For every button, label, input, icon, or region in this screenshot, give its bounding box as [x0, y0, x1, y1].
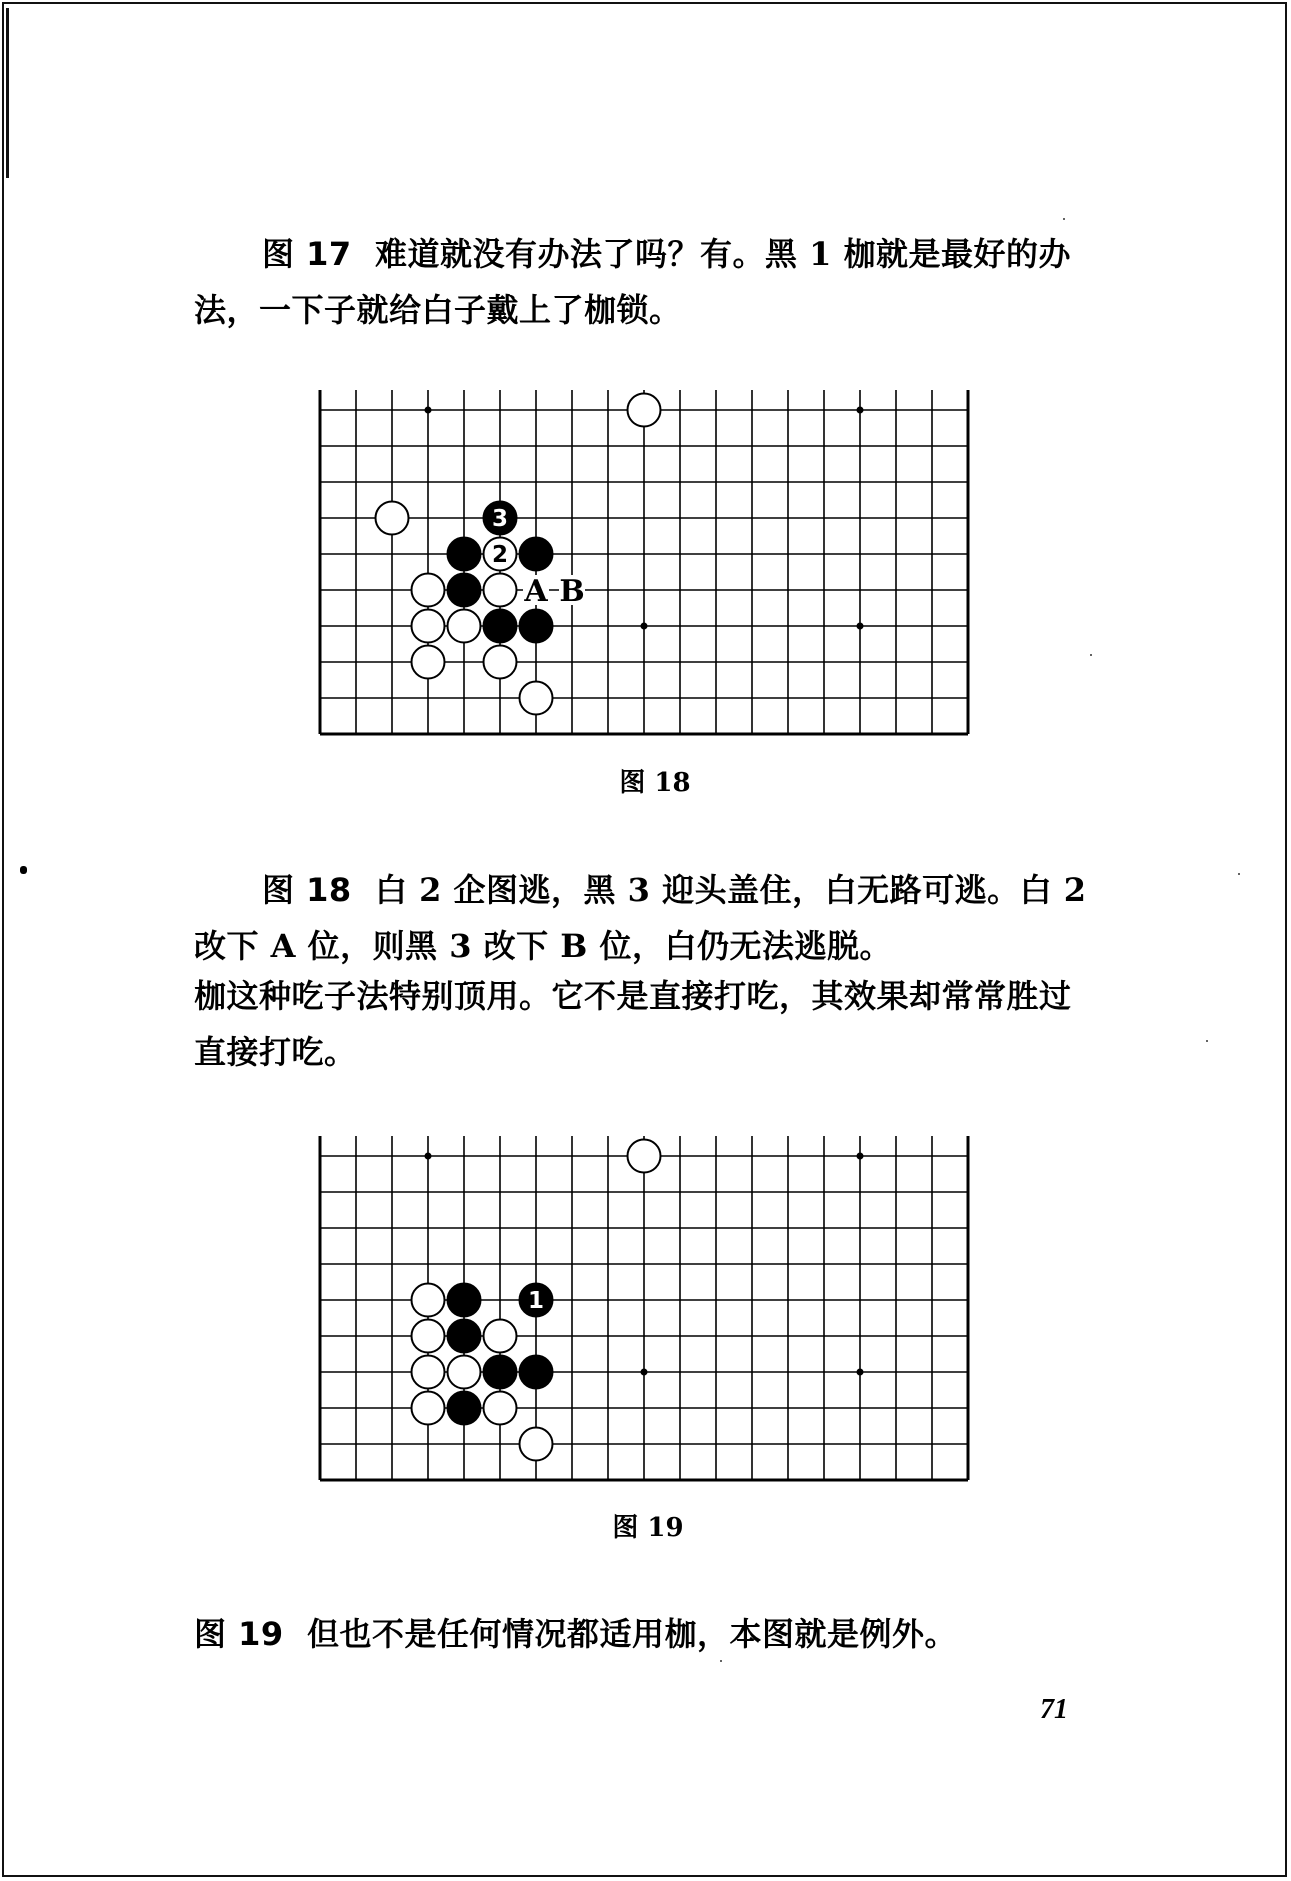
go-board-diagram-18 — [312, 388, 978, 738]
paragraph-text: 但也不是任何情况都适用枷，本图就是例外。 — [306, 1615, 957, 1653]
white-stone-disc — [412, 646, 445, 679]
black-stone — [484, 1356, 517, 1389]
go-board-diagram-19 — [312, 1134, 978, 1484]
star-point — [857, 623, 864, 630]
black-stone — [448, 1392, 481, 1425]
white-stone-disc — [628, 1140, 661, 1173]
white-stone — [484, 538, 517, 571]
black-stone — [520, 1284, 553, 1317]
white-stone — [448, 610, 481, 643]
white-stone — [412, 646, 445, 679]
scan-speck — [1238, 873, 1240, 875]
paragraph-text: 难道就没有办法了吗？有。黑 1 枷就是最好的办法，一下子就给白子戴上了枷锁。 — [194, 235, 1072, 329]
page-number: 71 — [1040, 1694, 1068, 1725]
white-stone-disc — [484, 574, 517, 607]
figure-caption: 图 19 — [612, 1513, 684, 1543]
figure-caption: 图 18 — [619, 768, 691, 798]
figure-label: 图 18 — [262, 871, 352, 909]
white-stone — [484, 574, 517, 607]
white-stone — [412, 1320, 445, 1353]
white-stone — [484, 646, 517, 679]
white-stone — [520, 682, 553, 715]
point-label-a: A — [524, 574, 548, 609]
white-stone — [520, 1428, 553, 1461]
scan-speck — [1063, 218, 1065, 220]
star-point — [641, 1369, 648, 1376]
white-stone-disc — [376, 502, 409, 535]
white-stone — [628, 1140, 661, 1173]
black-stone-disc — [484, 1356, 517, 1389]
white-stone — [484, 1392, 517, 1425]
black-stone — [448, 1284, 481, 1317]
black-stone — [484, 502, 517, 535]
move-number: 2 — [491, 542, 509, 568]
margin-bullet — [20, 866, 27, 874]
white-stone-disc — [412, 1320, 445, 1353]
white-stone — [412, 574, 445, 607]
white-stone — [628, 394, 661, 427]
black-stone-disc — [448, 1320, 481, 1353]
black-stone-disc — [520, 538, 553, 571]
black-stone — [448, 538, 481, 571]
white-stone-disc — [448, 1356, 481, 1389]
white-stone — [412, 1392, 445, 1425]
star-point — [857, 407, 864, 414]
scan-margin-mark — [6, 8, 9, 178]
black-stone-disc — [448, 538, 481, 571]
white-stone-disc — [412, 1284, 445, 1317]
scan-speck — [1090, 654, 1092, 656]
black-stone — [484, 610, 517, 643]
white-stone — [376, 502, 409, 535]
black-stone-disc — [520, 1356, 553, 1389]
star-point — [641, 623, 648, 630]
point-label-b: B — [559, 574, 585, 609]
black-stone-disc — [448, 1392, 481, 1425]
black-stone-disc — [484, 610, 517, 643]
white-stone-disc — [412, 610, 445, 643]
white-stone — [484, 1320, 517, 1353]
black-stone — [520, 538, 553, 571]
paragraph-net-note — [194, 968, 1099, 1080]
white-stone — [448, 1356, 481, 1389]
black-stone — [448, 574, 481, 607]
white-stone-disc — [484, 646, 517, 679]
black-stone-disc — [520, 610, 553, 643]
white-stone-disc — [484, 1320, 517, 1353]
paragraph-fig19 — [194, 1606, 1099, 1662]
black-stone — [520, 1356, 553, 1389]
black-stone-disc — [448, 574, 481, 607]
move-number: 3 — [491, 506, 509, 532]
white-stone-disc — [448, 610, 481, 643]
white-stone-disc — [412, 1356, 445, 1389]
black-stone — [448, 1320, 481, 1353]
white-stone-disc — [412, 574, 445, 607]
paragraph-fig17 — [194, 226, 1099, 338]
paragraph-text: 枷这种吃子法特别顶用。它不是直接打吃，其效果却常常胜过直接打吃。 — [194, 977, 1072, 1071]
white-stone — [412, 1356, 445, 1389]
black-stone — [520, 610, 553, 643]
black-stone-disc — [448, 1284, 481, 1317]
figure-label: 图 19 — [194, 1615, 284, 1653]
white-stone — [412, 610, 445, 643]
star-point — [425, 1153, 432, 1160]
white-stone-disc — [484, 1392, 517, 1425]
move-number: 1 — [527, 1288, 545, 1314]
star-point — [425, 407, 432, 414]
white-stone-disc — [520, 682, 553, 715]
white-stone-disc — [412, 1392, 445, 1425]
paragraph-text: 白 2 企图逃，黑 3 迎头盖住，白无路可逃。白 2 改下 A 位，则黑 3 改下 B 位，白仍无法逃脱。 — [194, 871, 1087, 965]
scan-speck — [1206, 1040, 1208, 1042]
star-point — [857, 1369, 864, 1376]
figure-label: 图 17 — [262, 235, 352, 273]
paragraph-fig18 — [194, 862, 1099, 974]
white-stone-disc — [628, 394, 661, 427]
white-stone — [412, 1284, 445, 1317]
star-point — [857, 1153, 864, 1160]
white-stone-disc — [520, 1428, 553, 1461]
